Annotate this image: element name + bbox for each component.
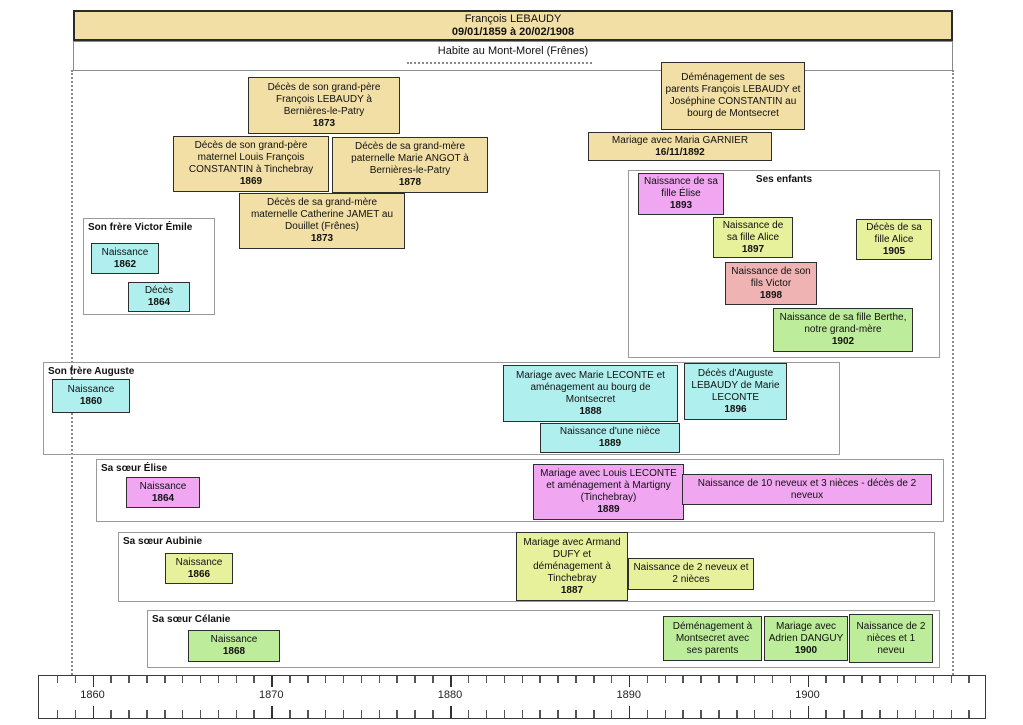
event-box-marriage-leconte-auguste [503,365,678,422]
person-name: François LEBAUDY [464,12,562,25]
timeline-ruler [38,675,986,719]
timeline-tick [700,710,702,718]
event-box-births-nephews-elise [682,474,932,505]
event-box-birth-elise-sister [126,477,200,508]
timeline-tick [843,676,845,683]
timeline-tick [718,676,720,683]
timeline-tick [790,710,792,718]
event-box-birth-auguste [52,379,130,413]
event-label: Décès de son grand-père François LEBAUDY à Bernières-le-Patry [267,81,381,117]
event-label: Naissance de 10 neveux et 3 nièces - décès de 2 neveux [697,477,917,501]
timeline-tick [414,676,416,683]
event-label: Naissance de sa fille Berthe, notre grand-mère [779,312,907,335]
timeline-tick [307,676,309,683]
timeline-tick [450,706,452,718]
timeline-tick [146,710,148,718]
event-box-death-victor-emile [128,282,190,312]
event-year: 1893 [669,200,693,211]
timeline-tick [253,710,255,718]
timeline-tick [307,710,309,718]
timeline-tick [879,710,881,718]
timeline-tick [772,676,774,683]
timeline-tick [611,676,613,683]
residence-bar [73,41,953,71]
timeline-tick [557,710,559,718]
timeline-tick [897,710,899,718]
timeline-tick [164,710,166,718]
event-year: 1898 [759,289,783,301]
timeline-tick [665,710,667,718]
timeline-tick [575,710,577,718]
timeline-tick [468,676,470,683]
event-year: 1887 [560,584,584,596]
timeline-tick [75,676,77,683]
event-year: 1896 [724,403,747,415]
event-label: Naissance de 2 neveux et 2 nièces [633,562,749,585]
timeline-tick [379,676,381,683]
timeline-tick [75,710,77,718]
event-box-grandfather-constantin [173,136,329,192]
timeline-tick [825,710,827,718]
event-year: 1878 [398,177,422,188]
timeline-year-label: 1870 [259,689,284,701]
timeline-tick [951,676,953,683]
timeline-tick [897,676,899,683]
event-year: 1862 [113,258,137,270]
timeline-tick [808,706,810,718]
timeline-tick [647,676,649,683]
event-year: 1868 [222,646,246,657]
event-box-move-montsecret-celanie [663,616,762,661]
timeline-year-label: 1890 [616,689,641,701]
residence-label: Habite au Mont-Morel (Frênes) [437,45,589,57]
event-box-birth-elise-child [638,173,724,215]
event-box-parents-move [661,62,805,130]
timeline-tick [343,676,345,683]
timeline-tick [718,710,720,718]
timeline-tick [611,710,613,718]
timeline-tick [379,710,381,718]
timeline-tick [218,676,220,683]
timeline-tick [361,676,363,683]
event-box-birth-victor-child [725,262,817,305]
event-year: 1873 [312,117,336,129]
event-year: 1897 [741,243,765,255]
timeline-tick [325,676,327,683]
person-header [73,10,953,41]
event-box-birth-victor-emile [91,243,159,274]
timeline-tick [933,676,935,683]
timeline-tick [396,710,398,718]
timeline-tick [915,676,917,683]
timeline-tick [289,676,291,683]
timeline-tick [665,676,667,683]
timeline-tick [915,710,917,718]
event-label: Naissance d'une nièce [559,426,661,437]
timeline-tick [289,710,291,718]
timeline-tick [879,676,881,683]
timeline-tick [271,676,273,687]
timeline-tick [808,676,810,687]
group-title: Ses enfants [755,174,813,185]
death-year-dotted-line [952,70,954,675]
event-box-marriage-dufy [516,532,628,601]
timeline-tick [593,676,595,683]
event-label: Naissance [67,384,115,395]
timeline-tick [182,676,184,683]
event-year: 1869 [239,176,263,187]
timeline-tick [432,676,434,683]
event-year: 1889 [597,504,620,515]
timeline-tick [772,710,774,718]
event-label: Mariage avec Marie LECONTE et aménagement au bourg de Montsecret [516,369,665,405]
event-year: 1864 [151,492,175,504]
timeline-tick [414,710,416,718]
event-year: 1866 [187,568,211,580]
timeline-tick [200,710,202,718]
timeline-tick [271,706,273,718]
residence-dotted-line [407,62,592,64]
event-box-grandmother-jamet [239,193,405,249]
timeline-tick [754,676,756,683]
event-box-birth-berthe [773,308,913,352]
timeline-tick [486,710,488,718]
timeline-tick [790,676,792,683]
group-title: Sa sœur Aubinie [123,536,203,547]
timeline-tick [110,676,112,683]
event-box-death-alice [856,219,932,260]
event-label: Naissance de sa fille Élise [644,176,718,199]
timeline-tick [539,710,541,718]
event-label: Décès de sa fille Alice [866,221,922,245]
timeline-tick [754,710,756,718]
event-box-marriage-louis-leconte [533,464,684,520]
timeline-tick [647,710,649,718]
timeline-tick [93,676,95,687]
timeline-tick [236,676,238,683]
event-label: Déménagement de ses parents François LEBAUDY et Joséphine CONSTANTIN au bourg de Montsecret [665,72,801,119]
timeline-year-label: 1880 [437,689,463,701]
timeline-tick [182,710,184,718]
timeline-tick [253,676,255,683]
timeline-tick [968,676,970,683]
timeline-tick [218,710,220,718]
timeline-tick [736,676,738,683]
timeline-tick [57,710,59,718]
timeline-tick [951,710,953,718]
timeline-tick [629,706,631,718]
timeline-tick [486,676,488,683]
event-label: Naissance [101,246,149,258]
event-label: Naissance de sa fille Alice [722,219,784,243]
group-title: Son frère Victor Émile [88,222,193,233]
timeline-tick [968,710,970,718]
timeline-tick [682,710,684,718]
timeline-tick [146,676,148,683]
timeline-tick [593,710,595,718]
event-label: Décès de sa grand-mère maternelle Catherine JAMET au Douillet (Frênes) [250,197,394,232]
event-label: Décès [144,285,174,296]
timeline-tick [343,710,345,718]
timeline-tick [110,710,112,718]
event-box-birth-aubinie [165,553,233,584]
event-year: 1902 [831,336,855,347]
event-box-births-nephews-celanie [849,614,933,663]
timeline-tick [432,710,434,718]
event-year: 1873 [310,233,334,244]
event-box-birth-alice [713,217,793,258]
event-label: Mariage avec Louis LECONTE et aménagement à Martigny (Tinchebray) [540,468,677,503]
event-label: Mariage avec Maria GARNIER [611,134,749,146]
group-title: Sa sœur Élise [101,463,168,474]
timeline-tick [825,676,827,683]
event-label: Naissance [210,634,258,645]
timeline-tick [468,710,470,718]
timeline-tick [57,676,59,683]
timeline-tick [629,676,631,687]
event-label: Déménagement à Montsecret avec ses parents [672,620,753,656]
timeline-tick [361,710,363,718]
timeline-tick [700,676,702,683]
event-year: 1888 [579,405,602,417]
event-box-births-nephews-aubinie [628,558,754,590]
event-label: Naissance de 2 nièces et 1 neveu [856,620,926,656]
timeline-tick [843,710,845,718]
event-label: Naissance [175,556,223,568]
timeline-tick [396,676,398,683]
timeline-tick [682,676,684,683]
event-box-death-auguste [684,363,787,420]
event-label: Mariage avec Adrien DANGUY [768,620,844,644]
timeline-tick [861,676,863,683]
event-label: Mariage avec Armand DUFY et déménagement à Tinchebray [523,536,621,584]
timeline-year-label: 1900 [795,689,820,701]
event-year: 1860 [79,396,103,407]
timeline-tick [736,710,738,718]
timeline-tick [450,676,452,687]
event-label: Décès de sa grand-mère paternelle Marie ANGOT à Bernières-le-Patry [351,141,469,176]
timeline-tick [200,676,202,683]
timeline-tick [164,676,166,683]
event-box-grandmother-angot [332,137,488,193]
group-title: Sa sœur Célanie [152,614,231,625]
timeline-tick [557,676,559,683]
timeline-tick [236,710,238,718]
event-box-marriage-danguy [764,616,848,661]
event-year: 1900 [794,644,818,656]
timeline-tick [522,710,524,718]
timeline-tick [861,710,863,718]
group-title: Son frère Auguste [48,366,135,377]
event-year: 16/11/1892 [655,146,705,158]
timeline-tick [575,676,577,683]
event-label: Décès de son grand-père maternel Louis François CONSTANTIN à Tinchebray [188,140,314,175]
event-box-birth-celanie [188,630,280,662]
timeline-tick [522,676,524,683]
event-year: 1905 [882,245,906,257]
event-box-birth-niece [540,423,680,453]
event-box-grandfather-lebaudy [248,77,400,134]
timeline-tick [93,706,95,718]
timeline-tick [539,676,541,683]
event-year: 1889 [598,438,622,449]
timeline-tick [128,676,130,683]
timeline-tick [325,710,327,718]
timeline-tick [128,710,130,718]
event-label: Naissance [139,480,187,492]
timeline-tick [504,710,506,718]
timeline-year-label: 1860 [80,689,105,701]
event-label: Décès d'Auguste LEBAUDY de Marie LECONTE [691,367,780,403]
event-year: 1864 [147,297,171,308]
timeline-tick [504,676,506,683]
event-label: Naissance de son fils Victor [731,265,811,289]
timeline-tick [933,710,935,718]
event-box-marriage-garnier [588,132,772,161]
person-life-dates: 09/01/1859 à 20/02/1908 [451,25,575,38]
